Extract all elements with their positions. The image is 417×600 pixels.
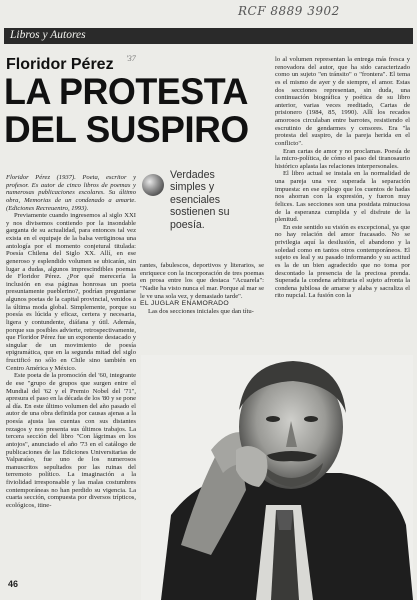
body-paragraph: rantes, fabulescos, deportivos y literarios, se enriquece con la incorporación de tres poemas en prosa entre los que destaca "Acuarela": "Nadie ha visto nunca el mar. Porque al mar se le ve una sola vez, y demasiado tarde". — [140, 262, 264, 300]
page-number: 46 — [8, 579, 19, 589]
body-paragraph: Este poeta de la promoción del '60, integrante de ese "grupo de grupos que surgen entre el Mundial del '62 y el Premio Nobel del '71", apresura el paso en la década de los '80 y se pone al día. En este último volumen del año pasado el autor de una obra definida por causas ajenas a la poesía ajusta las cuentas con sus distantes rezagos y nos presenta sus últimos trabajos. La tercera sección del libro "Con lágrimas en los antojos", anunciado el año '73 en el catálogo de publicaciones de las Ediciones Universitarias de Valparaíso, fue uno de los numerosos manuscritos sepultados por las ruinas del terremoto político. La imaginación a la fiviolidad irresponsable y las malas costumbres contemporáneas no han perdido su vigencia. La cuarta sección, compuesta por diversos trípticos, ecológicos, itine- — [6, 372, 136, 509]
handwritten-archive-note: RCF 8889 3902 — [238, 4, 340, 18]
bullet-sphere-icon — [142, 174, 164, 196]
body-paragraph: Previamente cuando ingresemos al siglo XXI y nos divisemos contiendo por la insondable garganta de su actualidad, para entonces tal vez exista en el equipaje de la balsa vertiginosa una antología por el momento conjetural titulada: Poesía Chilena del Siglo XX. Allí, en ese generoso y esplendido volumen se ubicarán, sin lugar a dudas, algunos imprescindibles poemas de Floridor Pérez. ¿Por qué merecería la inclusión en esa páginas honrosas un poeta presuntamente pueblerino?, podrían preguntarse algunos poetas de la capital provincial, venidos a la última moda global. Simplemente, porque su poesía es lúcida y eficaz, certera y necesaria, ligera y contundente, diáfana y útil. Además, porque sus posibles advierte, retrospectivamente, que Floridor Pérez fue un exponente destacado y singular de un movimiento de poesía epigramática, que en la segunda mitad del siglo fructificó no sólo en Chile sino también en Centro América y México. — [6, 212, 136, 372]
body-paragraph: Las dos secciones iniciales que dan títu- — [148, 307, 254, 315]
column-middle — [140, 262, 264, 315]
article-title-line2: DEL SUSPIRO — [4, 109, 249, 150]
body-paragraph: El libro actual se instala en la normalidad de una pareja una vez superada la separación impuesta: en ese epílogo que los cuentos de hadas nos ahorran con la expresión, y fueron muy felices. Las secciones son una postdata minuciosa de la esperanza cumplida y el disfrute de la plenitud. — [275, 170, 410, 224]
article-title-line1: LA PROTESTA — [4, 71, 248, 112]
pull-quote: Verdades simples y esenciales sostienen su poesía. — [170, 169, 230, 231]
body-paragraph: Eran cartas de amor y no proclamas. Poesía de la micro-política, de cómo el paso del tiranosaurio histórico aplasta las relaciones interpersonales. — [275, 147, 410, 170]
author-handwritten-mark: '37 — [126, 54, 136, 63]
author-photo — [141, 355, 413, 600]
section-label: Libros y Autores — [10, 29, 86, 41]
body-paragraph: lo al volumen representan la entrega más fresca y renovadora del autor, que ha sido caracterizado como un sujeto "en tránsito" o "frontera". El tema es el mismo de ayer y de siempre, el amor. Estas dos secciones representan, sin duda, una continuación biográfica y poética de su libro anterior, varias veces reeditado, Cartas de prisionero (1984, 85, 1990). Allí los recados amorosos circulaban entre barrotes, resistiendo el escrutinio de gendarmes y censores. Era "la protesta del suspiro, de la pareja herida en el conflicto". — [275, 56, 410, 147]
author-intro: Floridor Pérez (1937). Poeta, escritor y profesor. Es autor de cinco libros de poemas y numerosas publicaciones escolares. Su último obra, Memorias de un condenado a amarte. (Ediciones Recreuentro, 1993). — [6, 174, 136, 212]
column-left — [6, 174, 136, 510]
subheading: EL JUGLAR ENAMORADO — [140, 300, 229, 308]
column-right — [275, 56, 410, 300]
author-name: Floridor Pérez — [6, 56, 114, 73]
body-paragraph: En este sentido su visión es excepcional, ya que no hay relación del amor fracasado. No se privilegia aquí la desilusión, el abandono y la soledad como en tantos otros contemporáneos. El sujeto es leal y su pasado informando y su actitud es la de un bien agradecido que no toma por descontado la presencia de la preciosa prenda. Superada la condena arbitraria el sujeto afronta la condena jubilosa de amarse y alaba y sacraliza el rito nupcial. La fusión con la — [275, 223, 410, 300]
